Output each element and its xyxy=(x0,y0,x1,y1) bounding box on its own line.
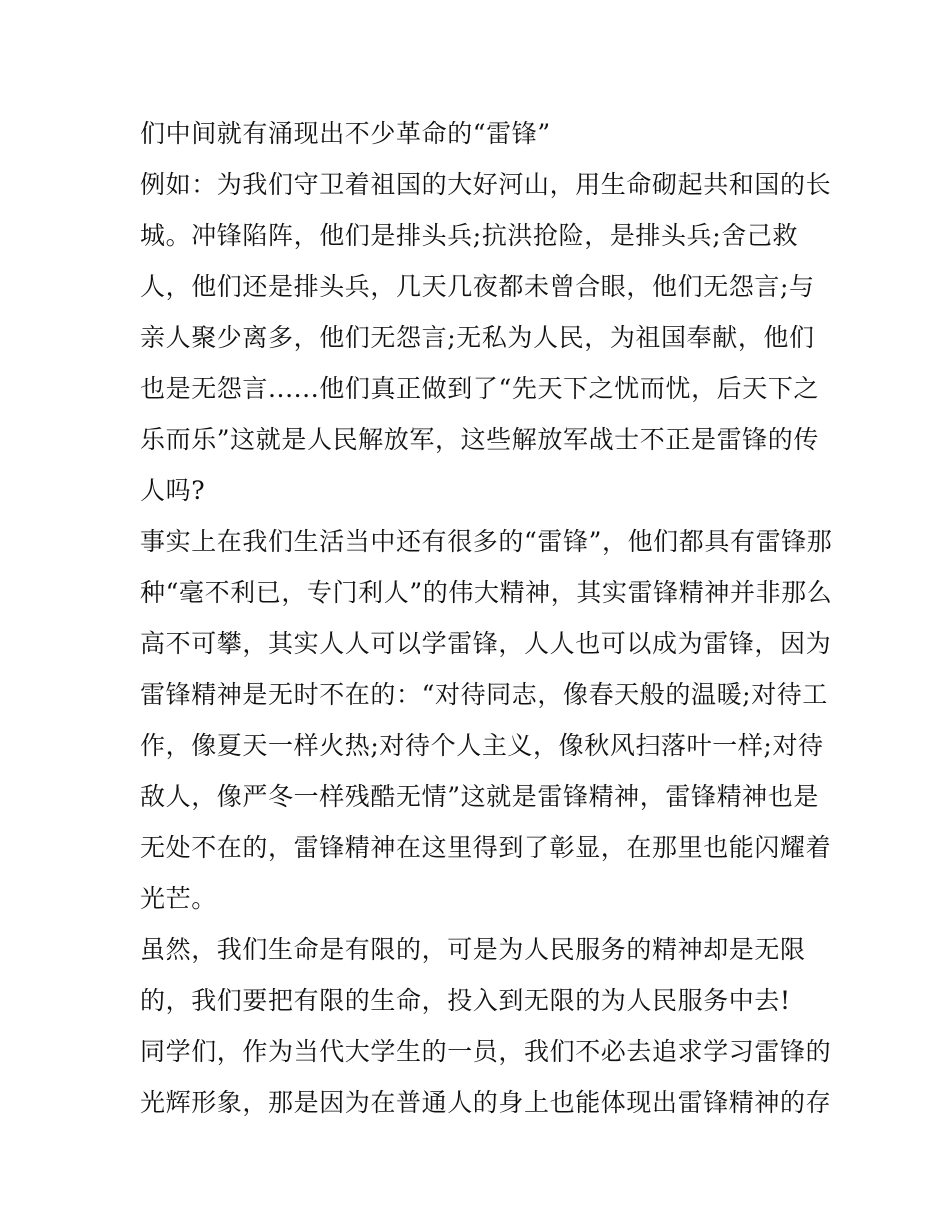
text-line: 们中间就有涌现出不少革命的“雷锋” xyxy=(140,119,551,148)
text-line: 雷锋精神是无时不在的：“对待同志，像春天般的温暖;对待工 xyxy=(140,680,829,709)
text-line: 亲人聚少离多，他们无怨言;无私为人民，为祖国奉献，他们 xyxy=(140,323,815,352)
text-line: 乐而乐”这就是人民解放军，这些解放军战士不正是雷锋的传 xyxy=(140,425,819,454)
text-line: 高不可攀，其实人人可以学雷锋，人人也可以成为雷锋，因为 xyxy=(140,629,832,658)
text-line: 无处不在的，雷锋精神在这里得到了彰显，在那里也能闪耀着 xyxy=(140,833,832,862)
text-line: 光芒。 xyxy=(140,884,217,913)
text-line: 的，我们要把有限的生命，投入到无限的为人民服务中去! xyxy=(140,986,791,1015)
text-line: 人，他们还是排头兵，几天几夜都未曾合眼，他们无怨言;与 xyxy=(140,272,815,301)
text-line: 光辉形象，那是因为在普通人的身上也能体现出雷锋精神的存 xyxy=(140,1088,832,1117)
text-line: 敌人，像严冬一样残酷无情”这就是雷锋精神，雷锋精神也是 xyxy=(140,782,819,811)
text-line: 也是无怨言......他们真正做到了“先天下之忧而忧，后天下之 xyxy=(140,374,820,403)
text-line: 城。冲锋陷阵，他们是排头兵;抗洪抢险，是排头兵;舍己救 xyxy=(140,221,799,250)
text-line: 作，像夏天一样火热;对待个人主义，像秋风扫落叶一样;对待 xyxy=(140,731,824,760)
text-line: 事实上在我们生活当中还有很多的“雷锋”，他们都具有雷锋那 xyxy=(140,527,833,556)
text-line: 虽然，我们生命是有限的，可是为人民服务的精神却是无限 xyxy=(140,935,806,964)
body-text xyxy=(140,108,833,1128)
text-line: 种“毫不利已，专门利人”的伟大精神，其实雷锋精神并非那么 xyxy=(140,578,833,607)
text-line: 同学们，作为当代大学生的一员，我们不必去追求学习雷锋的 xyxy=(140,1037,832,1066)
text-line: 例如：为我们守卫着祖国的大好河山，用生命砌起共和国的长 xyxy=(140,170,832,199)
text-line: 人吗? xyxy=(140,476,206,505)
